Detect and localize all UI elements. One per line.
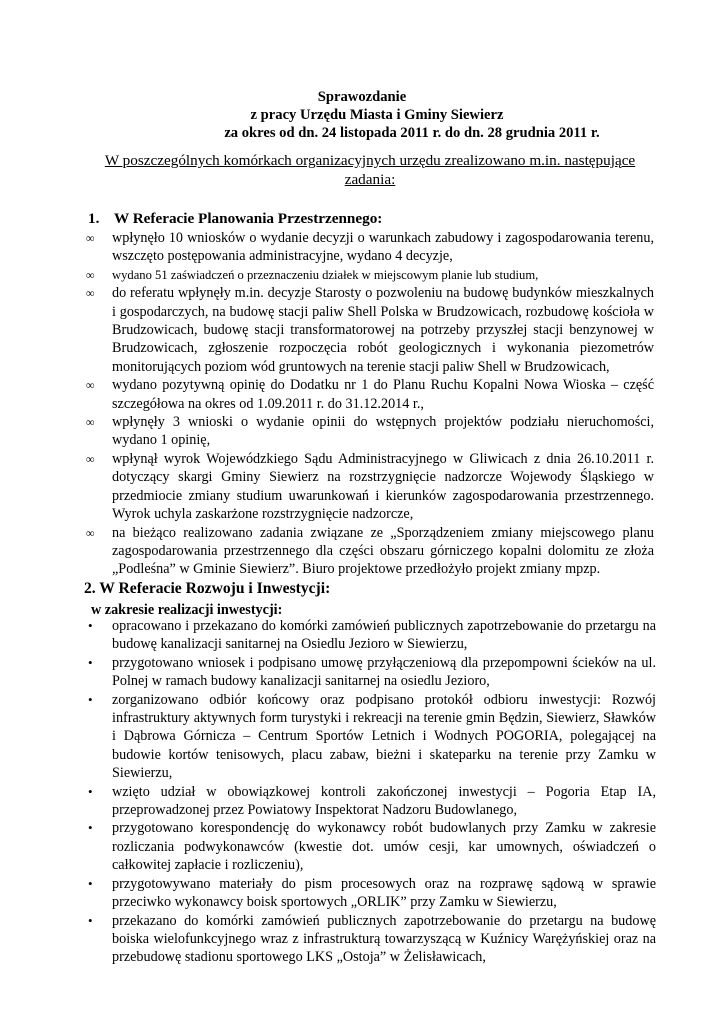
list-item-text: wpłynął wyrok Wojewódzkiego Sądu Administracyjnego w Gliwicach z dnia 26.10.2011 r. dotyczący skargi Gminy Siewierz na rozstrzygnięcie nadzorcze Wojewody Śląskiego w przedmiocie zmiany studium uwarunkowań i kierunków zagospodarowania przestrzennego. Wyrok uchyla zaskarżone rozstrzygnięcie nadzorcze, (112, 450, 654, 523)
infinity-bullet-icon: ∞ (86, 451, 95, 466)
section-2-list (88, 617, 656, 967)
dot-bullet-icon: • (88, 820, 93, 836)
dot-bullet-icon: • (88, 618, 93, 633)
list-item (88, 654, 656, 691)
section-2-heading: 2. W Referacie Rozwoju i Inwestycji: (84, 580, 331, 597)
list-item (88, 875, 656, 912)
report-title (0, 88, 724, 142)
list-item-text: na bieżąco realizowano zadania związane ze „Sporządzeniem zmiany miejscowego planu zagospodarowania przestrzennego dla części obszaru górniczego kopalni dolomitu ze złoża „Podleśna” w Gminie Siewierz”. Biuro projektowe przedłożyło projekt zmiany mpzp. (112, 524, 654, 578)
list-item-text: wpłynęły 3 wnioski o wydanie opinii do wstępnych projektów podziału nieruchomości, wydano 1 opinię, (112, 414, 654, 449)
list-item (86, 266, 654, 284)
list-item-text: wzięto udział w obowiązkowej kontroli zakończonej inwestycji – Pogoria Etap IA, przeprowadzonej przez Powiatowy Inspektorat Nadzoru Budowlanego, (112, 783, 656, 819)
infinity-bullet-icon: ∞ (86, 378, 95, 393)
list-item (88, 617, 656, 654)
list-item (86, 229, 654, 266)
list-item-text: przekazano do komórki zamówień publicznych zapotrzebowanie do przetargu na budowę boiska wielofunkcyjnego wraz z infrastrukturą towarzyszącą w Kuźnicy Warężyńskiej oraz na przebudowę stadionu sportowego LKS „Ostoja” w Żelisławicach, (112, 912, 656, 966)
dot-bullet-icon: • (88, 875, 93, 891)
list-item (86, 450, 654, 524)
intro-text: W poszczególnych komórkach organizacyjnych urzędu zrealizowano m.in. następujące zadania: (104, 152, 636, 188)
section-1-heading (88, 210, 382, 228)
dot-bullet-icon: • (88, 783, 93, 799)
title-line-2: z pracy Urzędu Miasta i Gminy Siewierz (250, 107, 504, 123)
section-2-subheading: w zakresie realizacji inwestycji: (91, 602, 283, 618)
list-item (86, 524, 654, 579)
title-line-3: za okres od dn. 24 listopada 2011 r. do dn. 28 grudnia 2011 r. (224, 125, 600, 141)
list-item-text: opracowano i przekazano do komórki zamówień publicznych zapotrzebowanie do przetargu na budowę kanalizacji sanitarnej na Osiedlu Jezioro w Siewierzu, (112, 618, 656, 653)
title-line-1: Sprawozdanie (317, 89, 407, 105)
list-item (88, 912, 656, 967)
section-1-list (86, 229, 654, 579)
list-item-text: wpłynęło 10 wniosków o wydanie decyzji o warunkach zabudowy i zagospodarowania terenu, wszczęto postępowania administracyjne, wydano 4 decyzje, (112, 230, 654, 265)
section-1-title: W Referacie Planowania Przestrzennego: (114, 210, 383, 227)
list-item-text: zorganizowano odbiór końcowy oraz podpisano protokół odbioru inwestycji: Rozwój infrastruktury aktywnych form turystyki i rekreacji na terenie gmin Będzin, Siewierz, Sławków i Dąbrowa Górnicza – Centrum Sportów Letnich i Wodnych POGORIA, polegającej na budowie kortów tenisowych, placu zabaw, bieżni i skateparku na terenie przy Zamku w Siewierzu, (112, 691, 656, 782)
list-item-text: przygotowano korespondencję do wykonawcy robót budowlanych przy Zamku w zakresie rozliczania podwykonawców (kwestie dot. umów cesji, kar umownych, oświadczeń o całkowitej zapłacie i rozliczeniu), (112, 820, 656, 874)
list-item (88, 783, 656, 820)
list-item (86, 376, 654, 413)
dot-bullet-icon: • (88, 912, 93, 928)
list-item-text: przygotowano wniosek i podpisano umowę przyłączeniową dla przepompowni ścieków na ul. Polnej w ramach budowy kanalizacji sanitarnej na osiedlu Jezioro, (112, 654, 656, 690)
dot-bullet-icon: • (88, 691, 93, 707)
infinity-bullet-icon: ∞ (86, 286, 95, 301)
list-item (86, 413, 654, 450)
list-item (86, 284, 654, 376)
infinity-bullet-icon: ∞ (86, 525, 95, 540)
list-item (88, 691, 656, 783)
infinity-bullet-icon: ∞ (86, 267, 95, 282)
list-item (88, 819, 656, 874)
list-item-text: przygotowywano materiały do pism procesowych oraz na rozprawę sądową w sprawie przeciwko wykonawcy boisk sportowych „ORLIK” przy Zamku w Siewierzu, (112, 875, 656, 911)
infinity-bullet-icon: ∞ (86, 415, 95, 430)
infinity-bullet-icon: ∞ (86, 231, 95, 245)
list-item-text: wydano pozytywną opinię do Dodatku nr 1 do Planu Ruchu Kopalni Nowa Wioska – część szczegółowa na okres od 1.09.2011 r. do 31.12.2014 r., (112, 377, 654, 412)
section-1-number: 1. (88, 210, 100, 227)
dot-bullet-icon: • (88, 654, 93, 670)
list-item-text: wydano 51 zaświadczeń o przeznaczeniu działek w miejscowym planie lub studium, (112, 267, 539, 282)
list-item-text: do referatu wpłynęły m.in. decyzje Starosty o pozwoleniu na budowę budynków mieszkalnych i gospodarczych, na budowę stacji paliw Shell Polska w Brudzowicach, rozbudowę kościoła w Brudzowicach, budowę stacji transformatorowej na potrzeby przyszłej stacji benzynowej w Brudzowicach, zgłoszenie rozpoczęcia robót geologicznych i wykonania piezometrów monitorujących poziom wód gruntowych na terenie stacji paliw Shell w Brudzowicach, (112, 285, 654, 375)
